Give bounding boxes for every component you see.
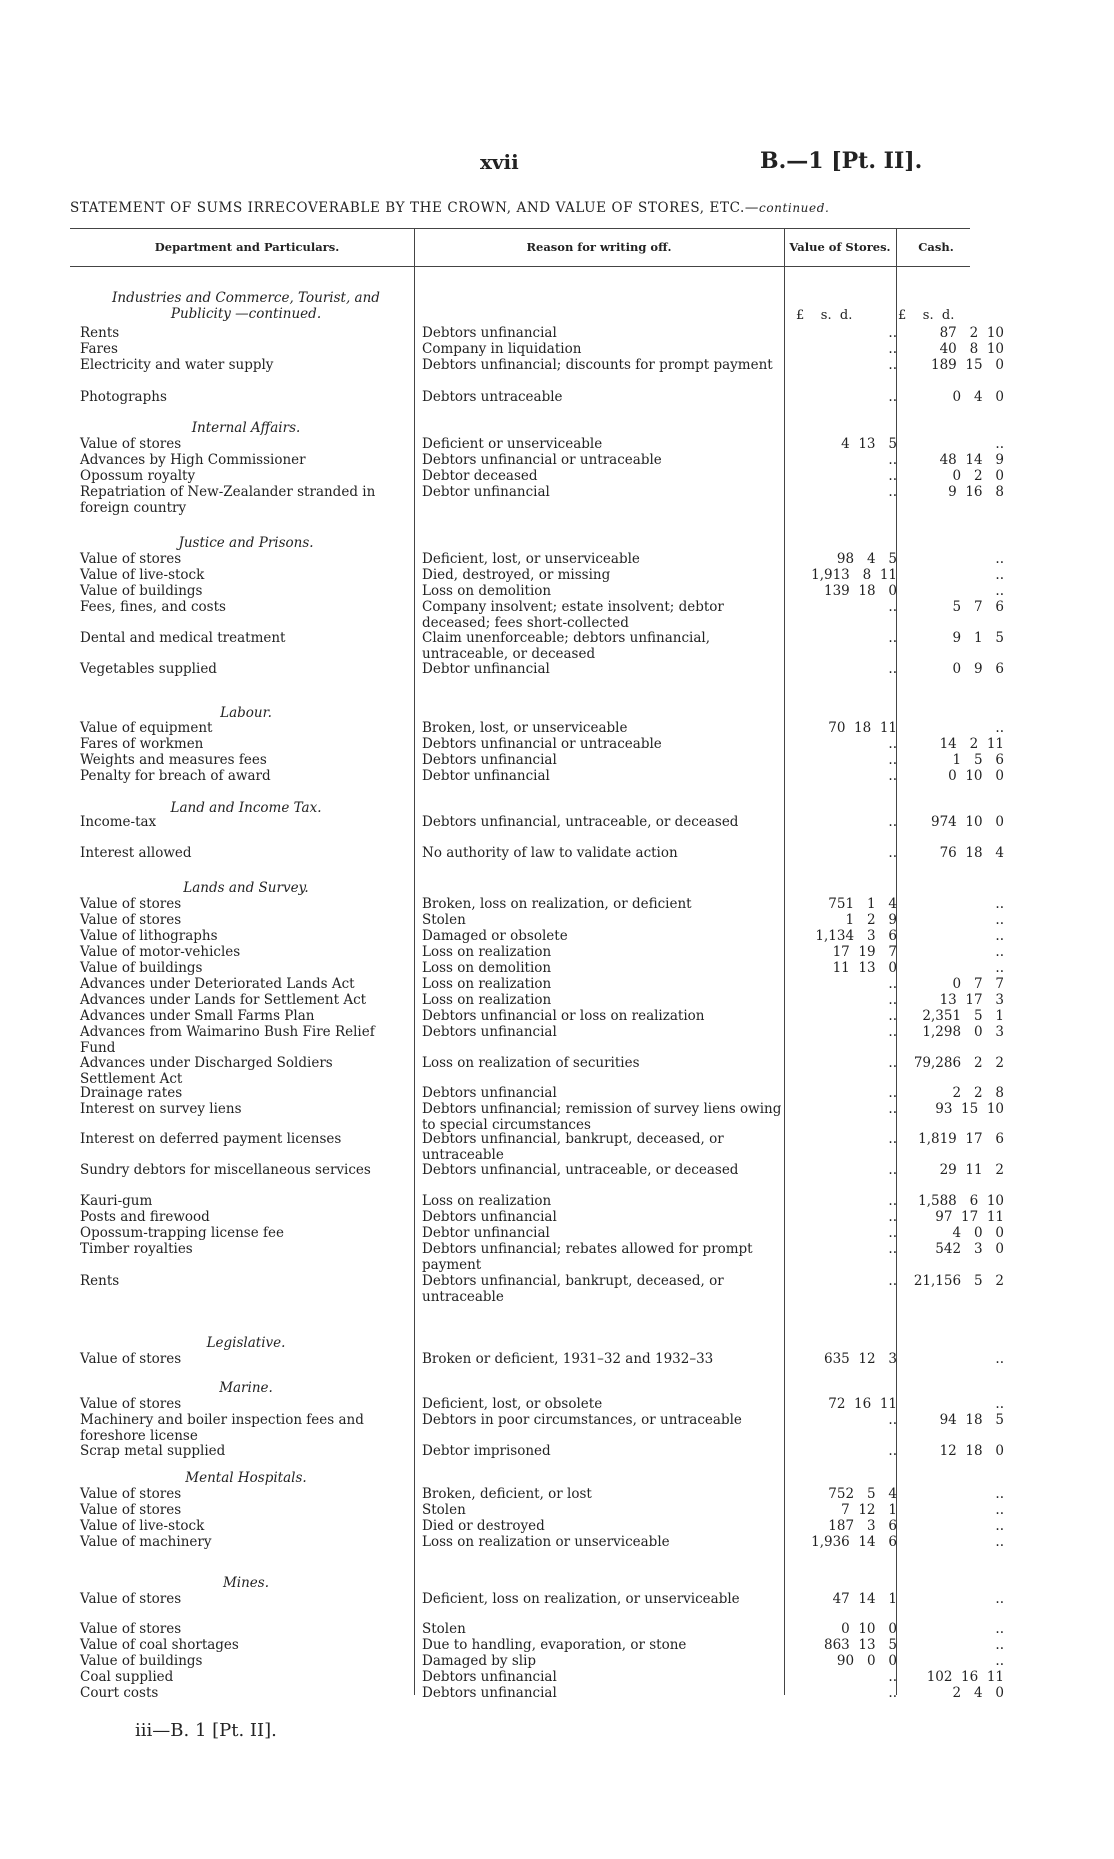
cash-value-cell: 1,588 6 10 [918, 1193, 1004, 1209]
stores-value-cell: .. [888, 1443, 897, 1459]
stores-value-cell: .. [888, 325, 897, 341]
cash-value-cell: .. [995, 551, 1004, 567]
particulars-cell: Court costs [80, 1685, 159, 1701]
stores-value-cell: .. [888, 1669, 897, 1685]
section-title: Land and Income Tax. [170, 800, 322, 816]
particulars-cell: Photographs [80, 389, 167, 405]
column-header-particulars: Department and Particulars. [154, 240, 340, 254]
particulars-cell: Value of equipment [80, 720, 213, 736]
cash-value-cell: .. [995, 583, 1004, 599]
cash-value-cell: .. [995, 1518, 1004, 1534]
cash-value-cell: .. [995, 1591, 1004, 1607]
stores-value-cell: 863 13 5 [824, 1637, 897, 1653]
cash-value-cell: 14 2 11 [939, 736, 1004, 752]
reason-cell: Debtors in poor circumstances, or untraceable [422, 1412, 742, 1428]
particulars-cell: Value of machinery [80, 1534, 212, 1550]
cash-value-cell: 1,298 0 3 [922, 1024, 1004, 1040]
cash-value-cell: .. [995, 1534, 1004, 1550]
stores-value-cell: 7 12 1 [841, 1502, 897, 1518]
reason-cell: Debtors untraceable [422, 389, 563, 405]
particulars-cell: Advances under Lands for Settlement Act [80, 992, 367, 1008]
section-title: Industries and Commerce, Tourist, and Publicity —continued. [112, 290, 380, 322]
cash-value-cell: 102 16 11 [926, 1669, 1004, 1685]
cash-value-cell: 974 10 0 [931, 814, 1004, 830]
stores-value-cell: .. [888, 1162, 897, 1178]
stores-value-cell: 70 18 11 [828, 720, 897, 736]
cash-value-cell: 0 2 0 [952, 468, 1004, 484]
cash-value-cell: .. [995, 1502, 1004, 1518]
reason-cell: Debtors unfinancial, bankrupt, deceased, or untraceable [422, 1273, 724, 1305]
particulars-cell: Value of stores [80, 1486, 182, 1502]
reason-cell: Deficient, lost, or obsolete [422, 1396, 603, 1412]
cash-value-cell: 94 18 5 [939, 1412, 1004, 1428]
stores-value-cell: 0 10 0 [841, 1621, 897, 1637]
cash-value-cell: 9 16 8 [948, 484, 1004, 500]
reason-cell: Company insolvent; estate insolvent; debtor deceased; fees short-collected [422, 599, 724, 631]
reason-cell: Debtor unfinancial [422, 768, 550, 784]
section-title: Legislative. [206, 1335, 286, 1351]
particulars-cell: Value of lithographs [80, 928, 218, 944]
particulars-cell: Opossum-trapping license fee [80, 1225, 284, 1241]
particulars-cell: Advances by High Commissioner [80, 452, 306, 468]
stores-value-cell: .. [888, 1131, 897, 1147]
reason-cell: Loss on realization [422, 944, 552, 960]
particulars-cell: Rents [80, 325, 120, 341]
stores-value-cell: .. [888, 468, 897, 484]
reason-cell: Broken, lost, or unserviceable [422, 720, 628, 736]
particulars-cell: Value of stores [80, 896, 182, 912]
reason-cell: Broken, loss on realization, or deficient [422, 896, 692, 912]
cash-value-cell: 12 18 0 [939, 1443, 1004, 1459]
stores-value-cell: 187 3 6 [828, 1518, 897, 1534]
stores-value-cell: 752 5 4 [828, 1486, 897, 1502]
stores-value-cell: .. [888, 630, 897, 646]
reason-cell: Died or destroyed [422, 1518, 545, 1534]
stores-value-cell: .. [888, 1273, 897, 1289]
cash-value-cell: 87 2 10 [939, 325, 1004, 341]
particulars-cell: Fees, fines, and costs [80, 599, 226, 615]
particulars-cell: Advances under Discharged Soldiers Settlement Act [80, 1055, 333, 1087]
reason-cell: Debtors unfinancial [422, 1685, 557, 1701]
cash-value-cell: .. [995, 1653, 1004, 1669]
cash-value-cell: 48 14 9 [939, 452, 1004, 468]
cash-value-cell: .. [995, 1637, 1004, 1653]
cash-value-cell: .. [995, 1351, 1004, 1367]
reason-cell: Debtors unfinancial; discounts for prompt payment [422, 357, 773, 373]
reason-cell: No authority of law to validate action [422, 845, 678, 861]
stores-value-cell: .. [888, 814, 897, 830]
cash-value-cell: 4 0 0 [952, 1225, 1004, 1241]
stores-value-cell: .. [888, 341, 897, 357]
stores-value-cell: 139 18 0 [824, 583, 897, 599]
cash-value-cell: .. [995, 1396, 1004, 1412]
particulars-cell: Value of stores [80, 912, 182, 928]
cash-value-cell: 0 4 0 [952, 389, 1004, 405]
cash-value-cell: 0 10 0 [948, 768, 1004, 784]
reason-cell: Debtors unfinancial [422, 1085, 557, 1101]
page-number: xvii [480, 150, 519, 174]
reason-cell: Died, destroyed, or missing [422, 567, 611, 583]
particulars-cell: Value of stores [80, 436, 182, 452]
particulars-cell: Value of motor-vehicles [80, 944, 241, 960]
stores-value-cell: .. [888, 661, 897, 677]
document-reference: B.—1 [Pt. II]. [760, 148, 923, 174]
stores-value-cell: 98 4 5 [836, 551, 897, 567]
section-title: Labour. [220, 705, 272, 721]
particulars-cell: Value of stores [80, 1621, 182, 1637]
stores-value-cell: 17 19 7 [832, 944, 897, 960]
reason-cell: Damaged or obsolete [422, 928, 568, 944]
column-divider-1 [414, 228, 415, 1695]
reason-cell: Debtor deceased [422, 468, 538, 484]
column-header-reason: Reason for writing off. [526, 240, 672, 254]
stores-value-cell: .. [888, 1241, 897, 1257]
stores-value-cell: 11 13 0 [832, 960, 897, 976]
reason-cell: Debtors unfinancial [422, 325, 557, 341]
reason-cell: Deficient or unserviceable [422, 436, 603, 452]
particulars-cell: Machinery and boiler inspection fees and foreshore license [80, 1412, 364, 1444]
reason-cell: Debtor imprisoned [422, 1443, 551, 1459]
reason-cell: Debtors unfinancial [422, 1024, 557, 1040]
cash-value-cell: 1 5 6 [952, 752, 1004, 768]
cash-value-cell: 79,286 2 2 [913, 1055, 1004, 1071]
reason-cell: Stolen [422, 1502, 466, 1518]
reason-cell: Debtors unfinancial or untraceable [422, 452, 662, 468]
stores-value-cell: .. [888, 1193, 897, 1209]
reason-cell: Debtors unfinancial, bankrupt, deceased, or untraceable [422, 1131, 724, 1163]
stores-value-cell: 4 13 5 [841, 436, 897, 452]
particulars-cell: Value of buildings [80, 1653, 203, 1669]
stores-value-cell: .. [888, 845, 897, 861]
stores-value-cell: .. [888, 1209, 897, 1225]
stores-value-cell: .. [888, 992, 897, 1008]
stores-value-cell: 635 12 3 [824, 1351, 897, 1367]
section-title: Lands and Survey. [183, 880, 309, 896]
particulars-cell: Kauri-gum [80, 1193, 153, 1209]
cash-value-cell: 1,819 17 6 [918, 1131, 1004, 1147]
particulars-cell: Fares [80, 341, 118, 357]
reason-cell: Broken or deficient, 1931–32 and 1932–33 [422, 1351, 714, 1367]
reason-cell: Debtors unfinancial [422, 1209, 557, 1225]
cash-value-cell: 2,351 5 1 [922, 1008, 1004, 1024]
statement-title-main: STATEMENT OF SUMS IRRECOVERABLE BY THE CROWN, AND VALUE OF STORES, ETC.— [70, 200, 760, 216]
particulars-cell: Sundry debtors for miscellaneous services [80, 1162, 371, 1178]
reason-cell: Stolen [422, 912, 466, 928]
reason-cell: Debtor unfinancial [422, 484, 550, 500]
particulars-cell: Value of coal shortages [80, 1637, 239, 1653]
stores-value-cell: .. [888, 768, 897, 784]
reason-cell: Loss on realization of securities [422, 1055, 640, 1071]
reason-cell: Broken, deficient, or lost [422, 1486, 592, 1502]
stores-value-cell: .. [888, 452, 897, 468]
stores-value-cell: .. [888, 752, 897, 768]
reason-cell: Due to handling, evaporation, or stone [422, 1637, 687, 1653]
stores-value-cell: 1 2 9 [845, 912, 897, 928]
cash-value-cell: 2 4 0 [952, 1685, 1004, 1701]
particulars-cell: Value of buildings [80, 960, 203, 976]
stores-value-cell: 751 1 4 [828, 896, 897, 912]
particulars-cell: Advances from Waimarino Bush Fire Relief Fund [80, 1024, 375, 1056]
page-footer: iii—B. 1 [Pt. II]. [135, 1720, 277, 1741]
section-title: Mines. [222, 1575, 270, 1591]
statement-title [70, 200, 970, 216]
cash-value-cell: .. [995, 1621, 1004, 1637]
reason-cell: Debtors unfinancial [422, 752, 557, 768]
particulars-cell: Interest on survey liens [80, 1101, 242, 1117]
particulars-cell: Posts and firewood [80, 1209, 210, 1225]
stores-value-cell: .. [888, 1085, 897, 1101]
reason-cell: Deficient, lost, or unserviceable [422, 551, 640, 567]
particulars-cell: Fares of workmen [80, 736, 204, 752]
stores-value-cell: .. [888, 976, 897, 992]
stores-value-cell: 90 0 0 [836, 1653, 897, 1669]
stores-value-cell: 72 16 11 [828, 1396, 897, 1412]
section-title: Internal Affairs. [191, 420, 301, 436]
particulars-cell: Value of buildings [80, 583, 203, 599]
cash-value-cell: 542 3 0 [935, 1241, 1004, 1257]
particulars-cell: Advances under Small Farms Plan [80, 1008, 315, 1024]
table-top-rule [70, 228, 970, 229]
stores-value-cell: .. [888, 1225, 897, 1241]
particulars-cell: Value of live-stock [80, 567, 205, 583]
reason-cell: Stolen [422, 1621, 466, 1637]
currency-header-stores: £ s. d. [796, 308, 853, 323]
particulars-cell: Penalty for breach of award [80, 768, 271, 784]
cash-value-cell: .. [995, 896, 1004, 912]
cash-value-cell: 21,156 5 2 [913, 1273, 1004, 1289]
stores-value-cell: .. [888, 1101, 897, 1117]
reason-cell: Loss on realization [422, 976, 552, 992]
stores-value-cell: 1,913 8 11 [811, 567, 897, 583]
column-divider-2 [784, 228, 785, 1695]
currency-header-cash: £ s. d. [898, 308, 955, 323]
cash-value-cell: .. [995, 960, 1004, 976]
cash-value-cell: 2 2 8 [952, 1085, 1004, 1101]
cash-value-cell: 9 1 5 [952, 630, 1004, 646]
reason-cell: Loss on realization or unserviceable [422, 1534, 670, 1550]
reason-cell: Loss on realization [422, 1193, 552, 1209]
cash-value-cell: 5 7 6 [952, 599, 1004, 615]
particulars-cell: Advances under Deteriorated Lands Act [80, 976, 355, 992]
particulars-cell: Coal supplied [80, 1669, 174, 1685]
stores-value-cell: 47 14 1 [832, 1591, 897, 1607]
stores-value-cell: .. [888, 1685, 897, 1701]
reason-cell: Debtor unfinancial [422, 1225, 550, 1241]
cash-value-cell: 97 17 11 [935, 1209, 1004, 1225]
cash-value-cell: .. [995, 436, 1004, 452]
cash-value-cell: 13 17 3 [939, 992, 1004, 1008]
particulars-cell: Value of stores [80, 1502, 182, 1518]
table-header-rule [70, 266, 970, 267]
particulars-cell: Value of live-stock [80, 1518, 205, 1534]
stores-value-cell: .. [888, 1055, 897, 1071]
particulars-cell: Vegetables supplied [80, 661, 217, 677]
stores-value-cell: .. [888, 389, 897, 405]
particulars-cell: Dental and medical treatment [80, 630, 286, 646]
stores-value-cell: .. [888, 357, 897, 373]
particulars-cell: Opossum royalty [80, 468, 196, 484]
particulars-cell: Value of stores [80, 1396, 182, 1412]
reason-cell: Loss on demolition [422, 583, 552, 599]
section-title: Marine. [219, 1380, 273, 1396]
cash-value-cell: .. [995, 567, 1004, 583]
particulars-cell: Drainage rates [80, 1085, 183, 1101]
stores-value-cell: .. [888, 484, 897, 500]
stores-value-cell: .. [888, 736, 897, 752]
cash-value-cell: 0 7 7 [952, 976, 1004, 992]
reason-cell: Debtors unfinancial or loss on realization [422, 1008, 705, 1024]
cash-value-cell: .. [995, 720, 1004, 736]
cash-value-cell: 0 9 6 [952, 661, 1004, 677]
particulars-cell: Scrap metal supplied [80, 1443, 226, 1459]
stores-value-cell: 1,936 14 6 [811, 1534, 897, 1550]
reason-cell: Debtors unfinancial [422, 1669, 557, 1685]
particulars-cell: Interest on deferred payment licenses [80, 1131, 342, 1147]
particulars-cell: Value of stores [80, 1351, 182, 1367]
reason-cell: Loss on demolition [422, 960, 552, 976]
particulars-cell: Repatriation of New-Zealander stranded in foreign country [80, 484, 376, 516]
cash-value-cell: 93 15 10 [935, 1101, 1004, 1117]
stores-value-cell: .. [888, 1412, 897, 1428]
reason-cell: Damaged by slip [422, 1653, 537, 1669]
reason-cell: Debtors unfinancial, untraceable, or deceased [422, 1162, 739, 1178]
reason-cell: Debtors unfinancial; remission of survey liens owing to special circumstances [422, 1101, 782, 1133]
reason-cell: Debtors unfinancial; rebates allowed for prompt payment [422, 1241, 753, 1273]
reason-cell: Deficient, loss on realization, or unserviceable [422, 1591, 740, 1607]
particulars-cell: Income-tax [80, 814, 157, 830]
particulars-cell: Value of stores [80, 1591, 182, 1607]
particulars-cell: Timber royalties [80, 1241, 193, 1257]
stores-value-cell: 1,134 3 6 [815, 928, 897, 944]
reason-cell: Company in liquidation [422, 341, 582, 357]
cash-value-cell: 29 11 2 [939, 1162, 1004, 1178]
cash-value-cell: .. [995, 928, 1004, 944]
statement-title-suffix: continued. [759, 201, 830, 215]
particulars-cell: Electricity and water supply [80, 357, 274, 373]
cash-value-cell: 40 8 10 [939, 341, 1004, 357]
stores-value-cell: .. [888, 599, 897, 615]
cash-value-cell: 76 18 4 [939, 845, 1004, 861]
section-title: Mental Hospitals. [185, 1470, 307, 1486]
cash-value-cell: .. [995, 944, 1004, 960]
stores-value-cell: .. [888, 1008, 897, 1024]
column-header-stores: Value of Stores. [789, 240, 891, 254]
cash-value-cell: .. [995, 1486, 1004, 1502]
section-title: Justice and Prisons. [178, 535, 314, 551]
reason-cell: Debtors unfinancial or untraceable [422, 736, 662, 752]
cash-value-cell: 189 15 0 [931, 357, 1004, 373]
reason-cell: Claim unenforceable; debtors unfinancial, untraceable, or deceased [422, 630, 711, 662]
particulars-cell: Value of stores [80, 551, 182, 567]
particulars-cell: Interest allowed [80, 845, 192, 861]
reason-cell: Loss on realization [422, 992, 552, 1008]
stores-value-cell: .. [888, 1024, 897, 1040]
reason-cell: Debtor unfinancial [422, 661, 550, 677]
particulars-cell: Weights and measures fees [80, 752, 267, 768]
particulars-cell: Rents [80, 1273, 120, 1289]
column-header-cash: Cash. [918, 240, 954, 254]
cash-value-cell: .. [995, 912, 1004, 928]
reason-cell: Debtors unfinancial, untraceable, or deceased [422, 814, 739, 830]
